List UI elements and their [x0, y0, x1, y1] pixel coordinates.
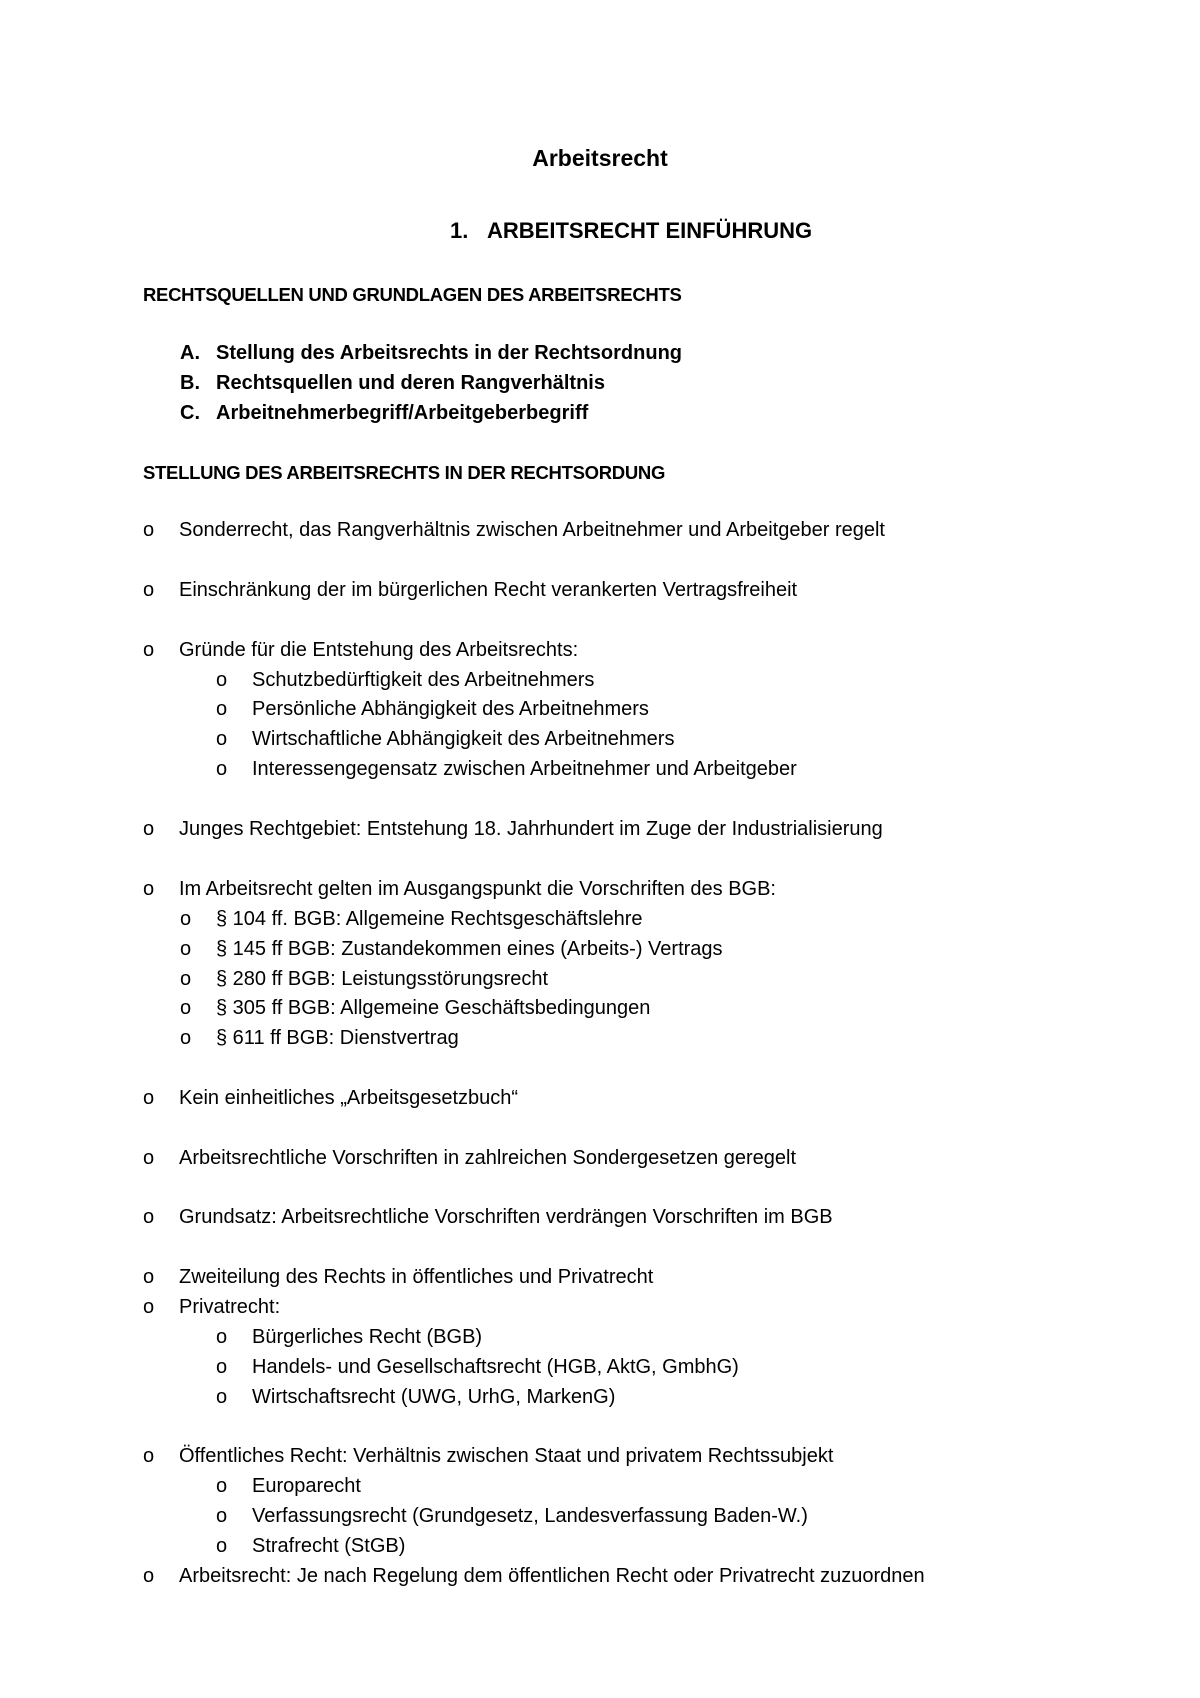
chapter-heading — [450, 216, 812, 246]
bullet-marker: o — [143, 1445, 155, 1467]
bullet-text: § 104 ff. BGB: Allgemeine Rechtsgeschäftslehre — [216, 908, 643, 930]
bullet-text: § 145 ff BGB: Zustandekommen eines (Arbeits-) Vertrags — [216, 938, 723, 960]
bullet-text: Handels- und Gesellschaftsrecht (HGB, AktG, GmbhG) — [252, 1356, 739, 1378]
bullet-text: § 305 ff BGB: Allgemeine Geschäftsbedingungen — [216, 997, 651, 1019]
section-heading-rechtsquellen: RECHTSQUELLEN UND GRUNDLAGEN DES ARBEITSRECHTS — [143, 284, 682, 305]
bullet-text: Wirtschaftliche Abhängigkeit des Arbeitnehmers — [252, 728, 675, 750]
topic-text: Rechtsquellen und deren Rangverhältnis — [216, 372, 605, 394]
bullet-marker: o — [216, 728, 228, 750]
topic-item — [180, 398, 682, 428]
bullet-marker: o — [216, 1535, 228, 1557]
bullet-marker: o — [143, 818, 155, 840]
topic-letter: A. — [180, 342, 200, 364]
topic-text: Stellung des Arbeitsrechts in der Rechtsordnung — [216, 342, 682, 364]
bullet-marker: o — [180, 997, 192, 1019]
chapter-number: 1. — [450, 218, 469, 243]
bullet-marker: o — [216, 698, 228, 720]
chapter-title: ARBEITSRECHT EINFÜHRUNG — [487, 218, 813, 243]
bullet-marker: o — [143, 1087, 155, 1109]
bullet-text: Zweiteilung des Rechts in öffentliches und Privatrecht — [179, 1266, 654, 1288]
bullet-marker: o — [143, 519, 155, 541]
bullet-text: Arbeitsrechtliche Vorschriften in zahlreichen Sondergesetzen geregelt — [179, 1147, 797, 1169]
bullet-text: Sonderrecht, das Rangverhältnis zwischen Arbeitnehmer und Arbeitgeber regelt — [179, 519, 885, 541]
bullet-marker: o — [143, 1206, 155, 1228]
topic-item — [180, 338, 682, 368]
document-title: Arbeitsrecht — [532, 145, 668, 171]
bullet-marker: o — [180, 938, 192, 960]
bullet-text: Kein einheitliches „Arbeitsgesetzbuch“ — [179, 1087, 519, 1109]
bullet-marker: o — [216, 1475, 228, 1497]
bullet-text: Arbeitsrecht: Je nach Regelung dem öffentlichen Recht oder Privatrecht zuzuordnen — [179, 1565, 925, 1587]
bullet-text: § 280 ff BGB: Leistungsstörungsrecht — [216, 968, 549, 990]
bullet-text: Privatrecht: — [179, 1296, 281, 1318]
topic-letter: B. — [180, 372, 200, 394]
bullet-marker: o — [180, 968, 192, 990]
bullet-marker: o — [216, 1356, 228, 1378]
bullet-text: Wirtschaftsrecht (UWG, UrhG, MarkenG) — [252, 1386, 616, 1408]
bullet-text: Im Arbeitsrecht gelten im Ausgangspunkt die Vorschriften des BGB: — [179, 878, 776, 900]
bullet-text: Einschränkung der im bürgerlichen Recht verankerten Vertragsfreiheit — [179, 579, 798, 601]
section-heading-stellung: STELLUNG DES ARBEITSRECHTS IN DER RECHTSORDUNG — [143, 462, 666, 483]
bullet-marker: o — [143, 1296, 155, 1318]
bullet-marker: o — [216, 758, 228, 780]
bullet-marker: o — [143, 579, 155, 601]
bullet-text: Persönliche Abhängigkeit des Arbeitnehmers — [252, 698, 649, 720]
bullet-marker: o — [143, 1266, 155, 1288]
bullet-text: § 611 ff BGB: Dienstvertrag — [216, 1027, 459, 1049]
topic-list — [180, 338, 682, 428]
bullet-text: Grundsatz: Arbeitsrechtliche Vorschriften verdrängen Vorschriften im BGB — [179, 1206, 833, 1228]
bullet-marker: o — [143, 1565, 155, 1587]
topic-text: Arbeitnehmerbegriff/Arbeitgeberbegriff — [216, 402, 589, 424]
bullet-marker: o — [216, 1326, 228, 1348]
bullet-marker: o — [143, 639, 155, 661]
bullet-marker: o — [143, 1147, 155, 1169]
bullet-text: Strafrecht (StGB) — [252, 1535, 406, 1557]
bullet-marker: o — [216, 1386, 228, 1408]
bullet-text: Verfassungsrecht (Grundgesetz, Landesverfassung Baden-W.) — [252, 1505, 808, 1527]
bullet-text: Öffentliches Recht: Verhältnis zwischen Staat und privatem Rechtssubjekt — [179, 1445, 834, 1467]
bullet-text: Bürgerliches Recht (BGB) — [252, 1326, 483, 1348]
bullet-marker: o — [143, 878, 155, 900]
bullet-marker: o — [216, 669, 228, 691]
topic-item — [180, 368, 682, 398]
bullet-text: Schutzbedürftigkeit des Arbeitnehmers — [252, 669, 595, 691]
bullet-marker: o — [180, 1027, 192, 1049]
bullet-marker: o — [216, 1505, 228, 1527]
bullet-text: Interessengegensatz zwischen Arbeitnehmer und Arbeitgeber — [252, 758, 797, 780]
bullet-marker: o — [180, 908, 192, 930]
bullet-text: Europarecht — [252, 1475, 361, 1497]
bullet-text: Gründe für die Entstehung des Arbeitsrechts: — [179, 639, 579, 661]
bullet-text: Junges Rechtgebiet: Entstehung 18. Jahrhundert im Zuge der Industrialisierung — [179, 818, 883, 840]
topic-letter: C. — [180, 402, 200, 424]
